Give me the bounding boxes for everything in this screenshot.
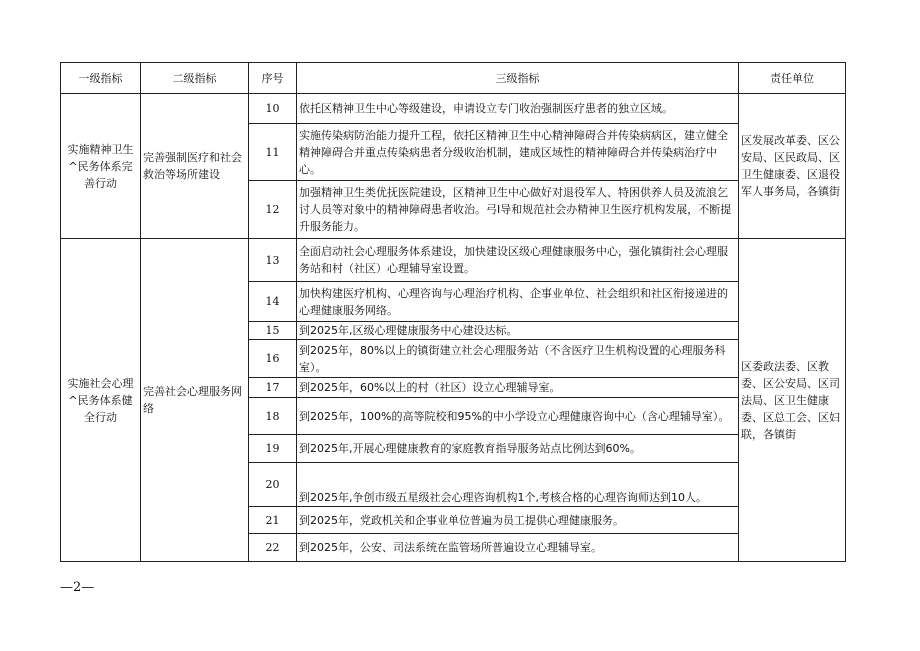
- header-level2: 二级指标: [141, 63, 249, 94]
- row-number: 19: [249, 435, 297, 463]
- responsible-cell: 区发展改革委、区公安局、区民政局、区卫生健康委、区退役军人事务局，各镇街: [739, 94, 846, 239]
- header-responsible: 责任单位: [739, 63, 846, 94]
- level2-cell: 完善社会心理服务网络: [141, 239, 249, 562]
- row-number: 22: [249, 534, 297, 562]
- row-number: 21: [249, 507, 297, 534]
- level1-cell: 实施社会心理^民务体系健全行动: [61, 239, 141, 562]
- level3-cell: 加快构建医疗机构、心理咨询与心理治疗机构、企事业单位、社会组织和社区衔接递进的心理健康服务网络。: [297, 282, 739, 322]
- responsible-cell: 区委政法委、区教委、区公安局、区司法局、区卫生健康委、区总工会、区妇联，各镇街: [739, 239, 846, 562]
- row-number: 14: [249, 282, 297, 322]
- row-number: 15: [249, 322, 297, 340]
- row-number: 20: [249, 463, 297, 507]
- level3-cell: 到2025年，党政机关和企事业单位普遍为员工提供心理健康服务。: [297, 507, 739, 534]
- header-number: 序号: [249, 63, 297, 94]
- level3-cell: 到2025年,区级心理健康服务中心建设达标。: [297, 322, 739, 340]
- row-number: 17: [249, 378, 297, 398]
- level3-cell: 加强精神卫生类优抚医院建设，区精神卫生中心做好对退役军人、特困供养人员及流浪乞讨人员等对象中的精神障碍患者收治。弓I导和规范社会办精神卫生医疗机构发展，不断提升服务能力。: [297, 181, 739, 239]
- level3-cell: 到2025年,争创市级五星级社会心理咨询机构1个,考核合格的心理咨询师达到10人。: [297, 463, 739, 507]
- table-row: [61, 239, 846, 282]
- row-number: 12: [249, 181, 297, 239]
- level3-cell: 到2025年，公安、司法系统在监管场所普遍设立心理辅导室。: [297, 534, 739, 562]
- level1-cell: 实施精神卫生^民务体系完善行动: [61, 94, 141, 239]
- level3-cell: 到2025年，100%的高等院校和95%的中小学设立心理健康咨询中心（含心理辅导室）。: [297, 398, 739, 435]
- row-number: 16: [249, 340, 297, 378]
- page-number: —2—: [60, 580, 95, 595]
- header-level3: 三级指标: [297, 63, 739, 94]
- level3-cell: 到2025年,开展心理健康教育的家庭教育指导服务站点比例达到60%。: [297, 435, 739, 463]
- table-row: [61, 94, 846, 124]
- row-number: 10: [249, 94, 297, 124]
- row-number: 11: [249, 124, 297, 181]
- row-number: 13: [249, 239, 297, 282]
- level2-cell: 完善强制医疗和社会救治等场所建设: [141, 94, 249, 239]
- level3-cell: 到2025年，80%以上的镇街建立社会心理服务站（不含医疗卫生机构设置的心理服务科室）。: [297, 340, 739, 378]
- indicator-table: [60, 62, 846, 562]
- level3-cell: 实施传染病防治能力提升工程，依托区精神卫生中心精神障碍合并传染病病区，建立健全精神障碍合并重点传染病患者分级收治机制，建成区域性的精神障碍合并传染病治疗中心。: [297, 124, 739, 181]
- level3-cell: 到2025年，60%以上的村（社区）设立心理辅导室。: [297, 378, 739, 398]
- header-level1: 一级指标: [61, 63, 141, 94]
- level3-cell: 全面启动社会心理服务体系建设，加快建设区级心理健康服务中心，强化镇街社会心理服务站和村（社区）心理辅导室设置。: [297, 239, 739, 282]
- row-number: 18: [249, 398, 297, 435]
- header-row: [61, 63, 846, 94]
- level3-cell: 依托区精神卫生中心等级建设，申请设立专门收治强制医疗患者的独立区域。: [297, 94, 739, 124]
